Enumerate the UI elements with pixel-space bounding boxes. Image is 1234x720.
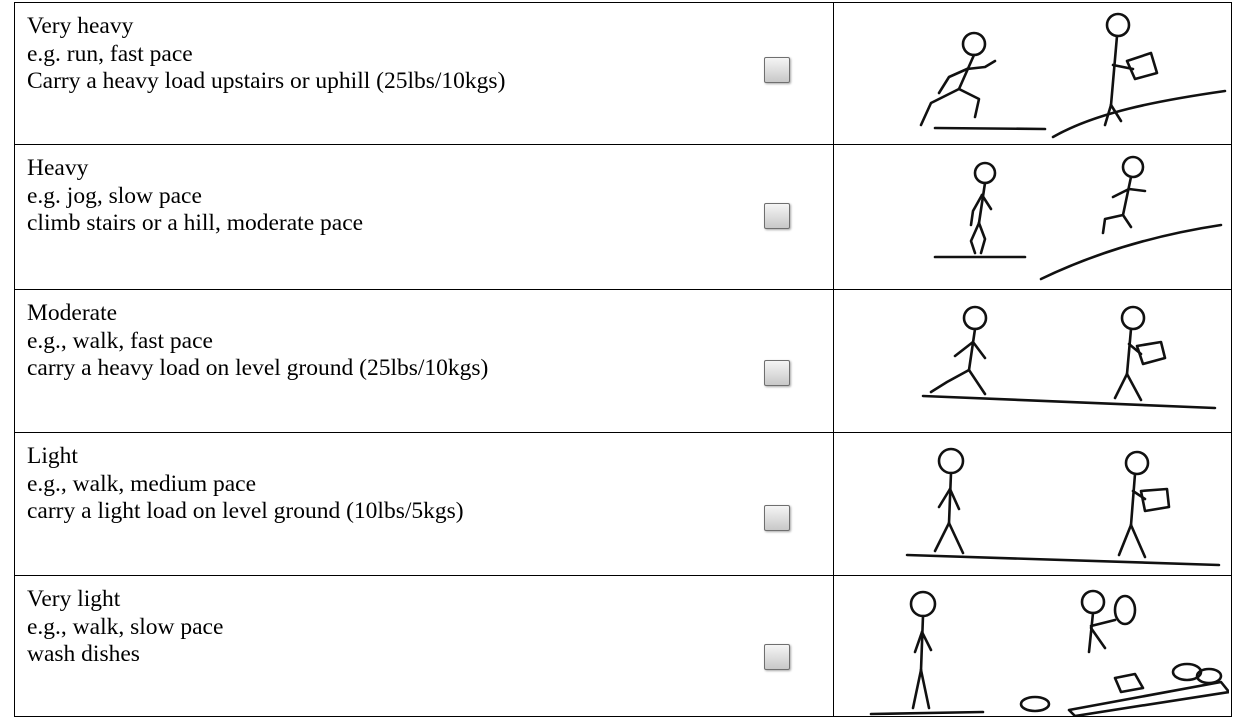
strolling-figure-illustration (835, 433, 1229, 575)
stick-figure-illustration (835, 433, 1229, 575)
activity-level-label: Very light (27, 586, 121, 612)
heavy-checkbox[interactable] (764, 203, 790, 229)
table-row-heavy (15, 145, 1231, 289)
activity-detail: wash dishes (27, 641, 140, 667)
stick-figure-illustration (835, 145, 1229, 289)
activity-example: e.g. jog, slow pace (27, 182, 202, 209)
activity-detail: carry a light load on level ground (10lbs/5kgs) (27, 498, 464, 524)
activity-example: e.g., walk, slow pace (27, 613, 224, 640)
activity-level-label: Moderate (27, 300, 118, 326)
activity-level-label: Heavy (27, 155, 89, 181)
table-row-very-heavy (15, 3, 1231, 144)
activity-example: e.g. run, fast pace (27, 40, 193, 67)
table-row-very-light (15, 576, 1231, 716)
very-heavy-checkbox[interactable] (764, 57, 790, 83)
activity-level-label: Light (27, 443, 78, 469)
dishwashing-figure-illustration (835, 576, 1229, 716)
light-checkbox[interactable] (764, 505, 790, 531)
activity-example: e.g., walk, fast pace (27, 327, 213, 354)
activity-detail: carry a heavy load on level ground (25lbs/10kgs) (27, 355, 489, 381)
walking-figure-illustration (835, 290, 1229, 432)
stick-figure-illustration (835, 576, 1229, 716)
table-row-moderate (15, 290, 1231, 432)
activity-example: e.g., walk, medium pace (27, 470, 257, 497)
running-figure-illustration (835, 3, 1229, 144)
activity-detail: climb stairs or a hill, moderate pace (27, 210, 364, 236)
stick-figure-illustration (835, 290, 1229, 432)
moderate-checkbox[interactable] (764, 360, 790, 386)
activity-level-table (14, 2, 1232, 717)
activity-detail: Carry a heavy load upstairs or uphill (25lbs/10kgs) (27, 68, 506, 94)
very-light-checkbox[interactable] (764, 644, 790, 670)
jogging-figure-illustration (835, 145, 1229, 289)
stick-figure-illustration (835, 3, 1229, 144)
activity-level-label: Very heavy (27, 13, 134, 39)
table-row-light (15, 433, 1231, 575)
